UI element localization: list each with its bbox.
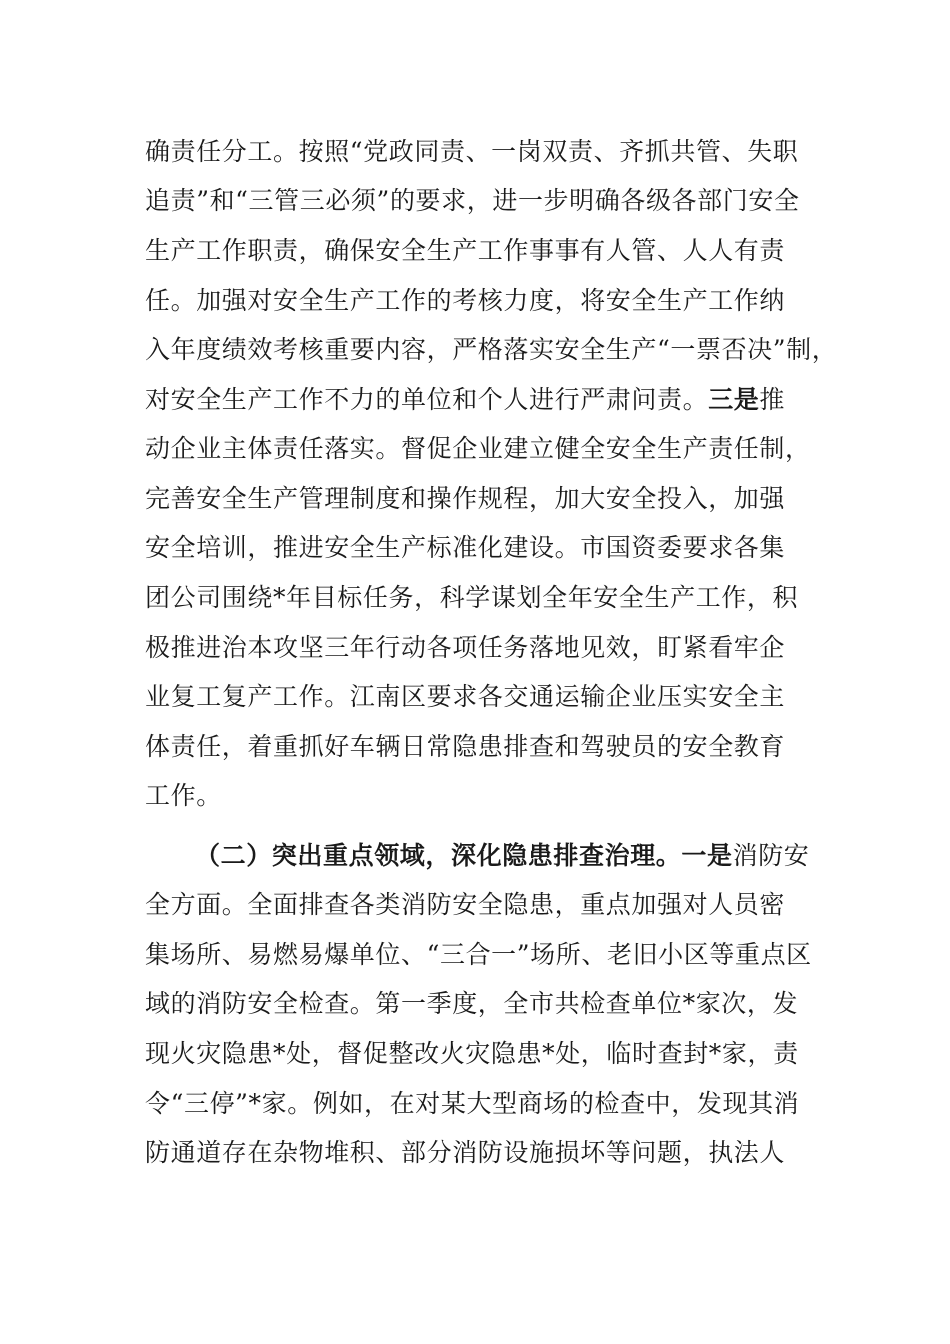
text-line xyxy=(145,989,798,1019)
text-line xyxy=(145,533,785,563)
text-segment: 对安全生产工作不力的单位和个人进行严肃问责。 xyxy=(145,385,709,414)
text-line xyxy=(145,633,785,663)
text-segment: 完善安全生产管理制度和操作规程，加大安全投入，加强 xyxy=(145,484,786,513)
text-segment: 域的消防安全检查。第一季度，全市共检查单位*家次，发 xyxy=(145,989,799,1018)
text-line xyxy=(145,1039,799,1069)
text-segment: 全方面。全面排查各类消防安全隐患，重点加强对人员密 xyxy=(145,890,786,919)
bold-emphasis: 三是 xyxy=(708,385,760,414)
text-segment: 现火灾隐患*处，督促整改火灾隐患*处，临时查封*家，责 xyxy=(145,1039,799,1068)
text-segment: 防通道存在杂物堆积、部分消防设施损坏等问题，执法人 xyxy=(145,1138,786,1167)
text-segment: 推 xyxy=(759,385,786,414)
text-line xyxy=(145,890,785,920)
text-segment: 追责”和“三管三必须”的要求，进一步明确各级各部门安全 xyxy=(145,186,800,215)
text-segment: 安全培训，推进安全生产标准化建设。市国资委要求各集 xyxy=(145,533,786,562)
section-heading: （二）突出重点领域，深化隐患排查治理。 xyxy=(195,841,682,870)
text-segment: 任。加强对安全生产工作的考核力度，将安全生产工作纳 xyxy=(145,286,786,315)
text-segment: 工作。 xyxy=(145,781,222,810)
text-segment: 集场所、易燃易爆单位、“三合一”场所、老旧小区等重点区 xyxy=(145,940,812,969)
text-line xyxy=(145,137,798,167)
section-heading-line xyxy=(195,841,809,871)
text-line xyxy=(145,682,785,712)
text-segment: 确责任分工。按照“党政同责、一岗双责、齐抓共管、失职 xyxy=(145,137,799,166)
text-segment: 极推进治本攻坚三年行动各项任务落地见效，盯紧看牢企 xyxy=(145,633,786,662)
text-line xyxy=(145,385,785,415)
text-line xyxy=(145,484,785,514)
text-line xyxy=(145,186,800,216)
text-line xyxy=(145,335,837,365)
text-line xyxy=(145,434,811,464)
text-segment: 团公司围绕*年目标任务，科学谋划全年安全生产工作，积 xyxy=(145,583,799,612)
text-line xyxy=(145,1089,799,1119)
text-segment: 业复工复产工作。江南区要求各交通运输企业压实安全主 xyxy=(145,682,786,711)
text-segment: 令“三停”*家。例如，在对某大型商场的检查中，发现其消 xyxy=(145,1089,800,1118)
text-line xyxy=(145,732,785,762)
text-line xyxy=(145,583,798,613)
text-segment: 消防安 xyxy=(732,841,810,870)
bold-emphasis: 一是 xyxy=(681,841,733,870)
text-line xyxy=(145,1138,785,1168)
text-line xyxy=(145,286,785,316)
text-line xyxy=(145,236,785,266)
text-segment: 体责任，着重抓好车辆日常隐患排查和驾驶员的安全教育 xyxy=(145,732,786,761)
text-line xyxy=(145,940,812,970)
text-segment: 动企业主体责任落实。督促企业建立健全安全生产责任制， xyxy=(145,434,811,463)
text-line xyxy=(145,781,222,811)
text-segment: 入年度绩效考核重要内容，严格落实安全生产“一票否决”制， xyxy=(145,335,838,364)
text-segment: 生产工作职责，确保安全生产工作事事有人管、人人有责 xyxy=(145,236,786,265)
